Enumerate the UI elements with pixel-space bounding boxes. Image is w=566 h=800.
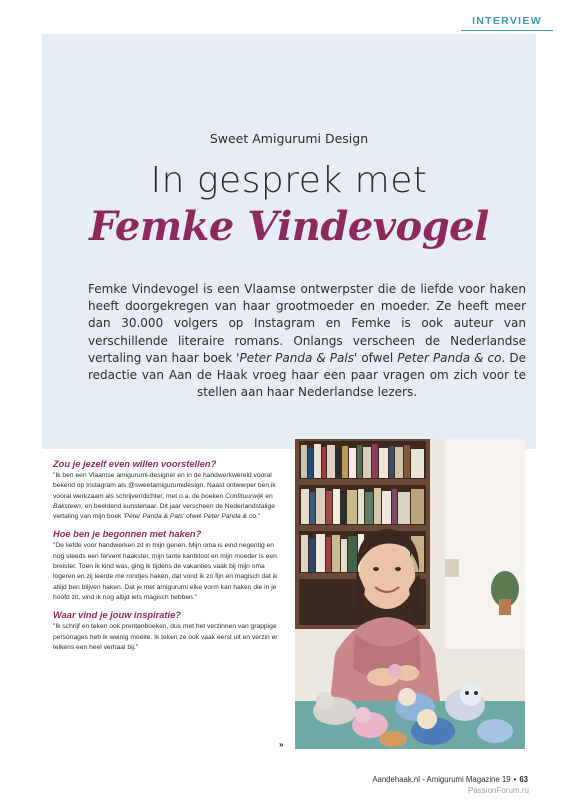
footer-bullet: • (513, 775, 517, 784)
portrait-photo (295, 439, 525, 749)
site-watermark: PassionForum.ru (468, 786, 529, 795)
question-heading: Waar vind je jouw inspiratie? (53, 610, 181, 621)
question-heading: Hoe ben je begonnen met haken? (53, 529, 202, 540)
article-headline: In gesprek met (150, 160, 428, 201)
publication-name: Aandehaak.nl - Amigurumi Magazine 19 (372, 775, 511, 784)
answer-text: "Ik schrijf en teken ook prentenboeken, dus met het verzinnen van grappige personages heb ik weinig moeite. Ik teken ze ook vaak eerst uit en verzin er telkens een heel verhaal bij." (53, 623, 278, 651)
answer-text: "De liefde voor handwerken zit in mijn genen. Mijn oma is eind negentig en nog steeds een fervent haakster, mijn tante kantklost en mijn moeder is een breister. Toen ik kind was, ging ik tijdens de vakanties vaak bij mijn oma logeren en zij leerde me rondjes haken, dat vond ik zo fijn en magisch dat ik altijd ben blijven haken. Dat je met amigurumi elke vorm kan haken die in je hoofd zit, vind ik nog altijd iets magisch hebben." (53, 542, 278, 601)
page-footer (322, 775, 528, 784)
interviewee-name: Femke Vindevogel (89, 203, 489, 250)
book-title-alt: Peter Panda & co (397, 350, 502, 365)
book-title: 'Peter Panda & Pals' (236, 350, 358, 365)
continue-arrow-icon: » (279, 740, 284, 749)
page-number: 63 (519, 775, 528, 784)
section-label: INTERVIEW (472, 15, 542, 27)
qa-column (53, 459, 285, 660)
section-underline (461, 30, 553, 31)
question-heading: Zou je jezelf even willen voorstellen? (53, 459, 217, 469)
answer-text: "Ik ben een Vlaamse amigurumi-designer en in de handwerkwereld vooral bekend op Instagram als @sweetamigurumidesign. Naast ontwerper ben ik vooral werkzaam als schrijver/dichter, met o.a. de boeken Confituurwijk en Baksteen, en beeldend kunstenaar. Dit jaar verscheen de Nederlandstalige vertaling van mijn boek 'Peter Panda & Pals' ofwel Peter Panda & co." (53, 472, 276, 521)
article-kicker: Sweet Amigurumi Design (209, 131, 369, 146)
intro-paragraph: Femke Vindevogel is een Vlaamse ontwerpster die de liefde voor haken heeft doorgekregen van haar grootmoeder en moeder. Ze heeft meer dan 30.000 volgers op Instagram en Femke is ook auteur van verschillende literaire romans. Onlangs verscheen de Nederlandse vertaling van haar boek 'Peter Panda & Pals' ofwel Peter Panda & co. De redactie van Aan de Haak vroeg haar een paar vragen om zich voor te stellen aan haar Nederlandse lezers. (88, 282, 526, 400)
